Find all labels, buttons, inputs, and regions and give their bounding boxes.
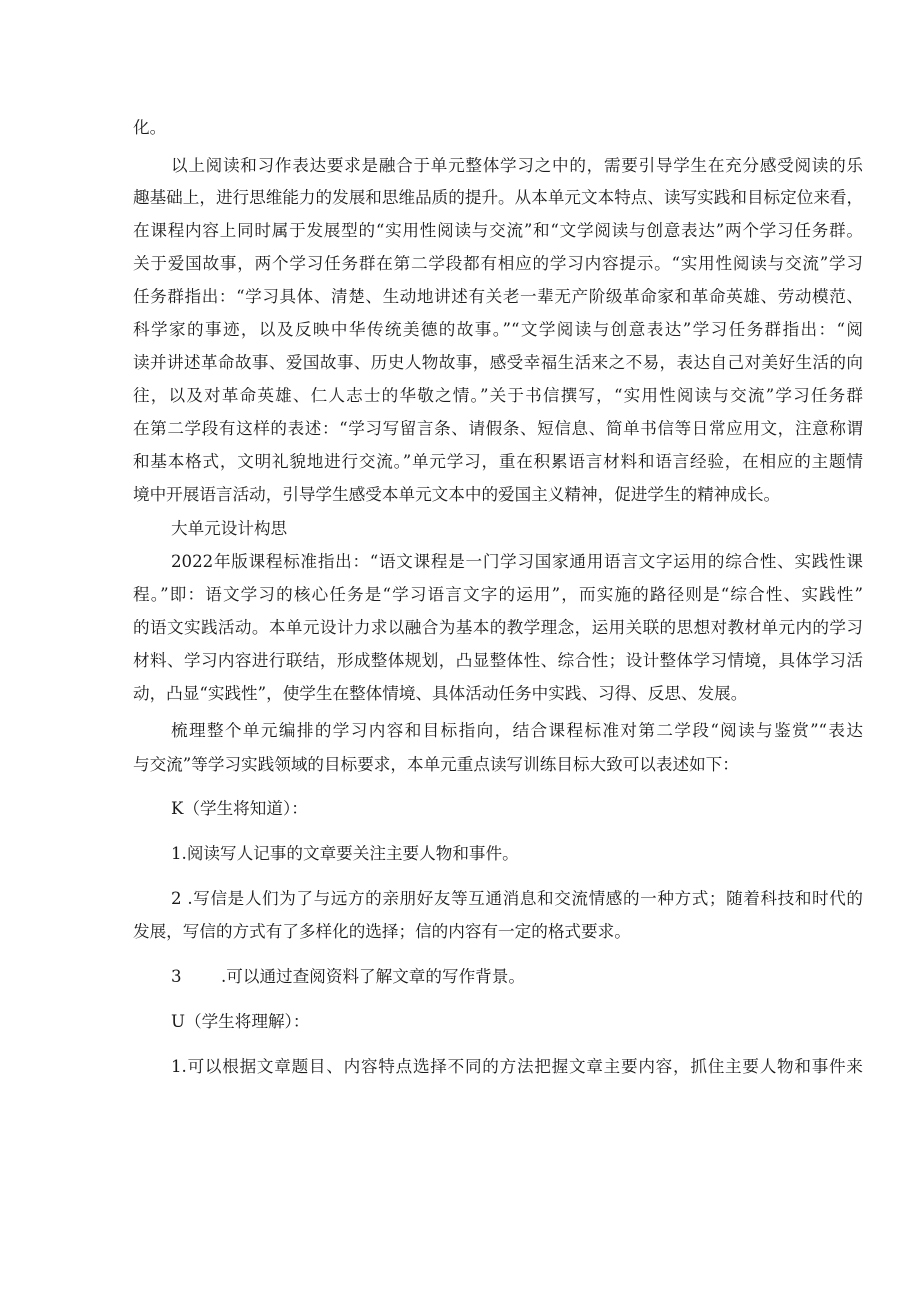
k-item-3-text: .可以通过查阅资料了解文章的写作背景。: [221, 967, 525, 986]
paragraph-line: 趣基础上，进行思维能力的发展和思维品质的提升。从本单元文本特点、读写实践和目标定位来看，: [133, 188, 863, 207]
paragraph-line: 与交流”等学习实践领域的目标要求，本单元重点读写训练目标大致可以表述如下：: [133, 755, 739, 774]
k-section-title: K（学生将知道）：: [171, 799, 308, 818]
paragraph-line: 梳理整个单元编排的学习内容和目标指向，结合课程标准对第二学段“阅读与鉴赏”“表达: [171, 721, 863, 740]
k-item-3-number: 3: [171, 967, 182, 986]
paragraph-line: 境中开展语言活动，引导学生感受本单元文本中的爱国主义精神，促进学生的精神成长。: [133, 485, 781, 504]
paragraph-line: 在课程内容上同时属于发展型的“实用性阅读与交流”和“文学阅读与创意表达”两个学习任务群。: [133, 221, 863, 240]
paragraph-line: 以上阅读和习作表达要求是融合于单元整体学习之中的，需要引导学生在充分感受阅读的乐: [171, 156, 863, 175]
paragraph-line: 往，以及对革命英雄、仁人志士的华敬之情。”关于书信撰写，“实用性阅读与交流”学习任务群: [133, 386, 863, 405]
paragraph-line: 发展，写信的方式有了多样化的选择；信的内容有一定的格式要求。: [133, 922, 631, 941]
paragraph-line: 化。: [133, 118, 167, 137]
paragraph-line: 在第二学段有这样的表述：“学习写留言条、请假条、短信息、简单书信等日常应用文，注意称谓: [133, 419, 863, 438]
paragraph-line: 读并讲述革命故事、爱国故事、历史人物故事，感受幸福生活来之不易，表达自己对美好生活的向: [133, 353, 863, 372]
paragraph-line: 材料、学习内容进行联结，形成整体规划，凸显整体性、综合性；设计整体学习情境，具体学习活: [133, 651, 863, 670]
u-item-1: 1.可以根据文章题目、内容特点选择不同的方法把握文章主要内容，抓住主要人物和事件来: [171, 1057, 863, 1076]
paragraph-line: 任务群指出：“学习具体、清楚、生动地讲述有关老一辈无产阶级革命家和革命英雄、劳动模范、: [133, 287, 863, 306]
paragraph-line: 关于爱国故事，两个学习任务群在第二学段都有相应的学习内容提示。“实用性阅读与交流”学习: [133, 254, 863, 273]
u-section-title: U（学生将理解）：: [171, 1012, 310, 1031]
paragraph-line: 动，凸显“实践性”，使学生在整体情境、具体活动任务中实践、习得、反思、发展。: [133, 684, 748, 703]
paragraph-line: 程。”即：语文学习的核心任务是“学习语言文字的运用”，而实施的路径则是“综合性、实践性”: [133, 585, 863, 604]
paragraph-line: 的语文实践活动。本单元设计力求以融合为基本的教学理念，运用关联的思想对教材单元内的学习: [133, 618, 863, 637]
section-heading: 大单元设计构思: [171, 519, 288, 538]
k-item-1: 1.阅读写人记事的文章要关注主要人物和事件。: [171, 844, 519, 863]
paragraph-line: 科学家的事迹，以及反映中华传统美德的故事。”“文学阅读与创意表达”学习任务群指出：“阅: [133, 320, 863, 339]
paragraph-line: 2022年版课程标准指出：“语文课程是一门学习国家通用语言文字运用的综合性、实践性课: [171, 552, 863, 571]
paragraph-line: 2 .写信是人们为了与远方的亲朋好友等互通消息和交流情感的一种方式；随着科技和时代的: [171, 889, 863, 908]
paragraph-line: 和基本格式，文明礼貌地进行交流。”单元学习，重在积累语言材料和语言经验，在相应的主题情: [133, 452, 863, 471]
